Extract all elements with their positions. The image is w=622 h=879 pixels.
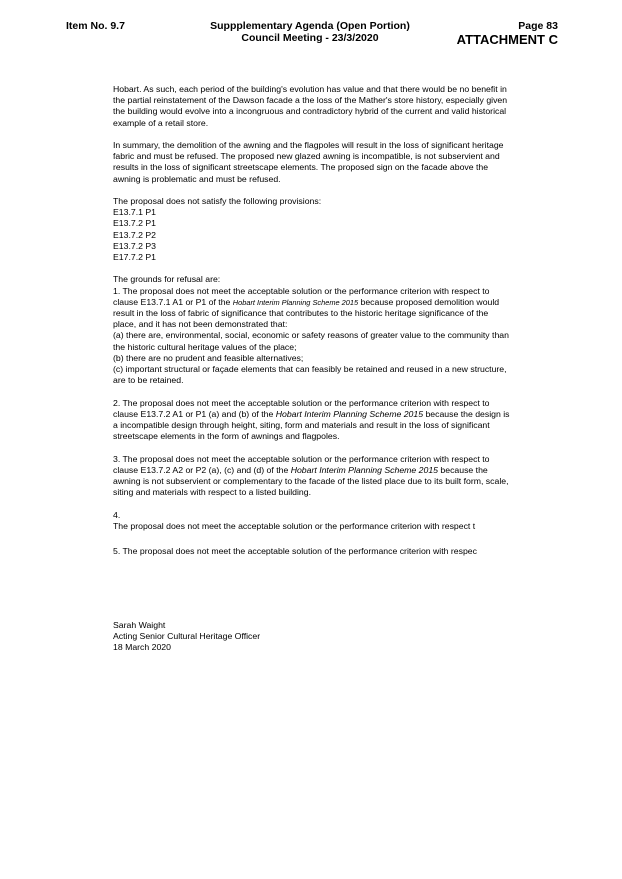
paragraph-summary: In summary, the demolition of the awning and the flagpoles will result in the loss of significant heritage fabric and must be refused. The proposed new glazed awning is incompatible, is not subservient and results in the loss of significant streetscape elements. The proposed sign on the facade above the awning is problematic and must be refused. (113, 140, 504, 184)
ground-1-text: 1. The proposal does not meet the acceptable solution or the performance criterion with respect to clause E13.7.1 A1 or P1 of the (113, 285, 490, 307)
meeting-date: Council Meeting - 23/3/2020 (241, 32, 379, 44)
provision-item: E13.7.1 P1 (113, 207, 156, 218)
ground-5: 5. The proposal does not meet the acceptable solution of the performance criterion with respec (113, 546, 477, 557)
scheme-title: Hobart Interim Planning Scheme 2015 (275, 408, 424, 419)
ground-2-text-cont: because the design is a incompatible design through height, siting, form and materials and result in the loss of significant streetscape elements in the form of awnings and flagpoles. (113, 408, 510, 442)
signature-date: 18 March 2020 (113, 642, 171, 653)
grounds-section (113, 274, 513, 386)
signatory-name: Sarah Waight (113, 620, 166, 630)
ground-1-text-cont: because proposed demolition would result in the loss of fabric of significance that contributes to the historic heritage significance of the place, and it has not been demonstrated that: (113, 296, 500, 330)
ground-4-number: 4. (113, 509, 121, 520)
ground-3 (113, 454, 513, 499)
provisions-intro: The proposal does not satisfy the following provisions: (113, 196, 322, 206)
scheme-title: Hobart Interim Planning Scheme 2015 (232, 297, 359, 307)
ground-1-item: (a) there are, environmental, social, economic or safety reasons of greater value to the community than the historic cultural heritage values of the place; (113, 330, 509, 352)
provision-item: E13.7.2 P3 (113, 240, 156, 251)
scheme-title: Hobart Interim Planning Scheme 2015 (290, 464, 438, 475)
paragraph-history: Hobart. As such, each period of the building's evolution has value and that there would be no benefit in the partial reinstatement of the Dawson facade a the loss of the Mather's store history, especially given the building would evolve into a incongruous and contradictory hybrid of the current and valid historical example of a retail store. (113, 84, 508, 128)
signature-block (113, 620, 260, 654)
page-info (457, 20, 558, 47)
agenda-heading (190, 20, 430, 44)
signatory-title: Acting Senior Cultural Heritage Officer (113, 631, 261, 642)
page-header (0, 20, 622, 50)
ground-3-text-cont: because the awning is not subservient or complementary to the facade of the listed place due to its built form, scale, siting and materials with respect to a listed building. (113, 464, 509, 498)
provision-item: E13.7.2 P2 (113, 229, 156, 240)
provision-item: E13.7.2 P1 (113, 218, 156, 229)
ground-2 (113, 398, 513, 443)
ground-3-text: 3. The proposal does not meet the acceptable solution or the performance criterion with respect to clause E13.7.2 A2 or P2 (a), (c) and (d) of the (113, 453, 490, 475)
ground-1-item: (c) important structural or façade elements that can feasibly be retained and reused in a new structure, are to be retained. (113, 364, 507, 386)
agenda-title: Suppplementary Agenda (Open Portion) (210, 20, 410, 32)
ground-2-text: 2. The proposal does not meet the acceptable solution or the performance criterion with respect to clause E13.7.2 A1 or P1 (a) and (b) of the (113, 397, 490, 419)
document-body (113, 84, 513, 569)
provision-item: E17.7.2 P1 (113, 252, 156, 263)
ground-1-item: (b) there are no prudent and feasible alternatives; (113, 352, 304, 363)
provisions-section (113, 196, 513, 263)
page-number: Page 83 (518, 20, 558, 32)
grounds-intro: The grounds for refusal are: (113, 274, 221, 285)
ground-4-text: The proposal does not meet the acceptable solution or the performance criterion with respect t (113, 520, 476, 531)
attachment-label: ATTACHMENT C (456, 32, 558, 47)
item-number: Item No. 9.7 (66, 20, 125, 32)
ground-4 (113, 510, 513, 536)
